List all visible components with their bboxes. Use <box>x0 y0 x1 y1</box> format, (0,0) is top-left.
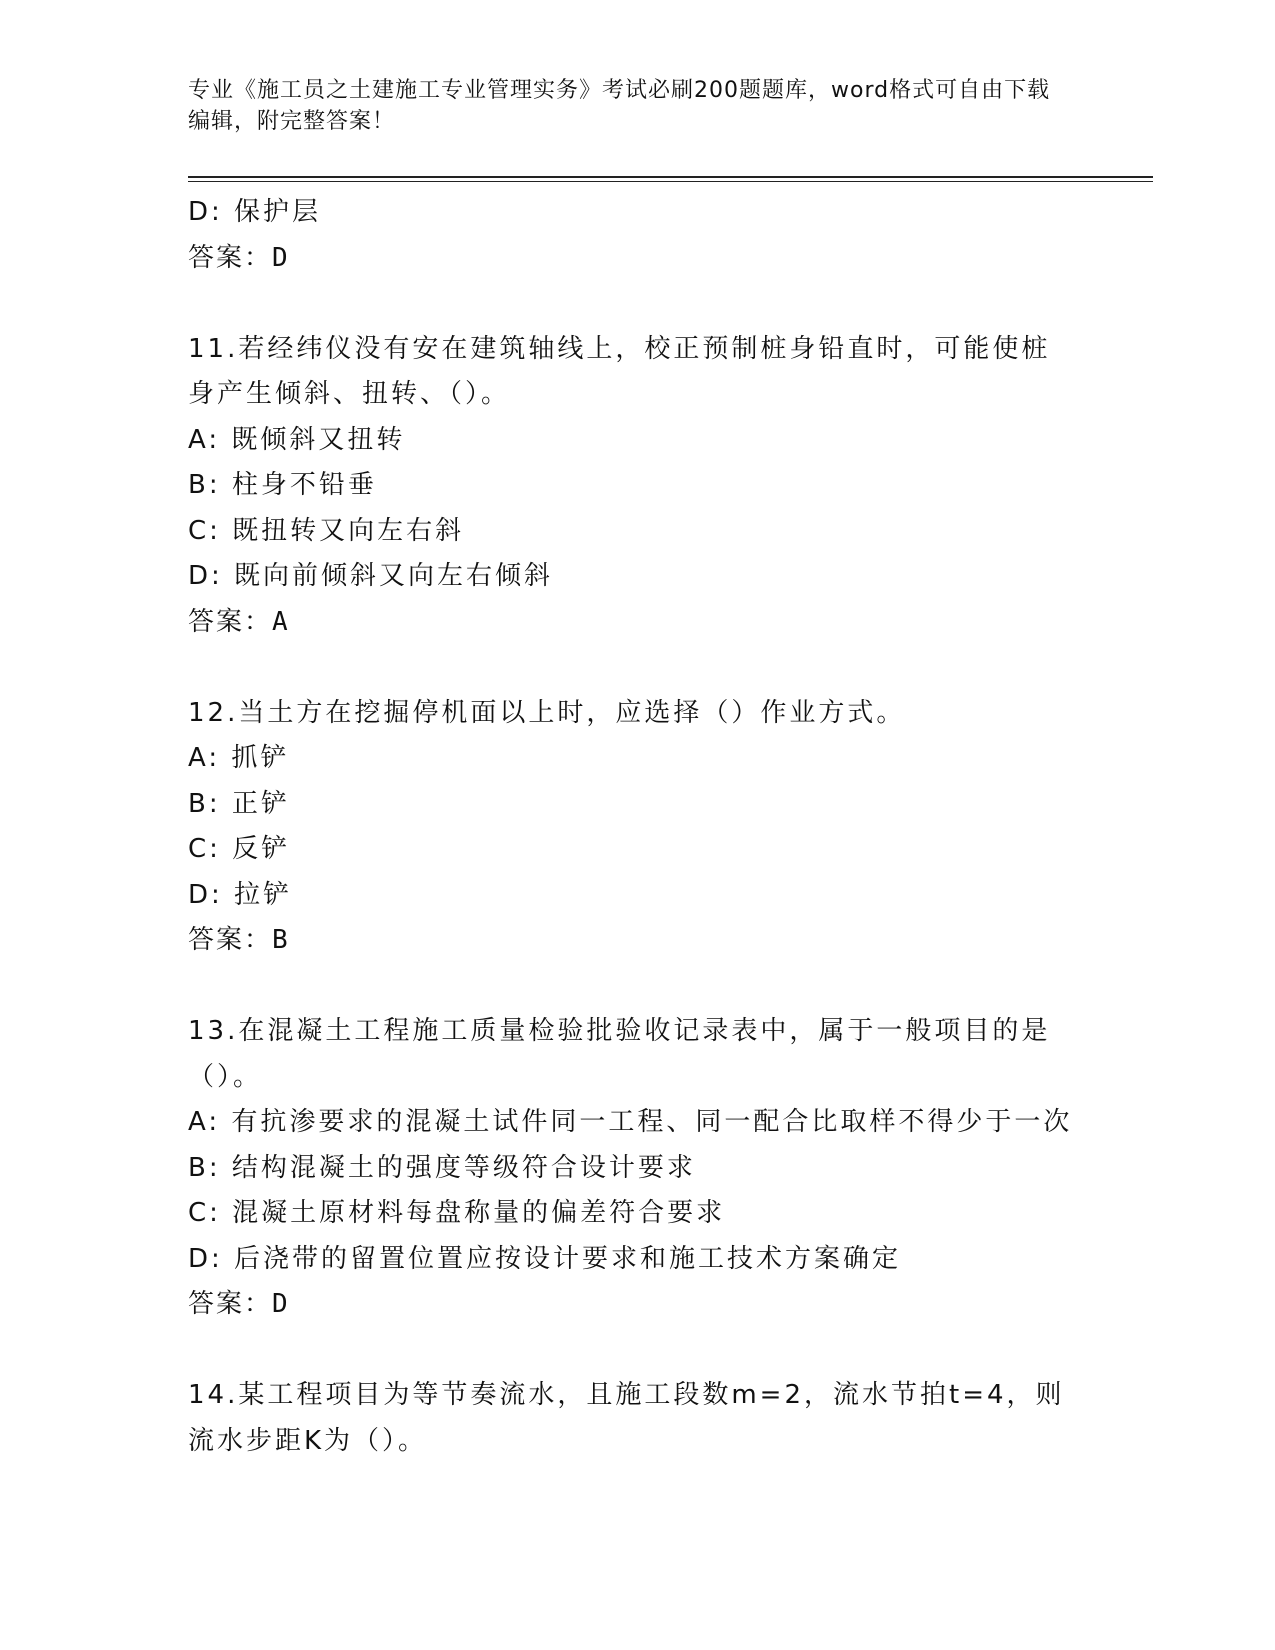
question-11-option-a: A: 既倾斜又扭转 <box>188 424 406 455</box>
question-12-answer <box>188 918 1068 964</box>
question-11-text: 11.若经纬仪没有安在建筑轴线上，校正预制桩身铅直时，可能使桩身产生倾斜、扭转、（）。 <box>188 333 1051 409</box>
answer-value: D <box>272 242 289 273</box>
question-content <box>188 190 1073 1464</box>
answer-label: 答案： <box>188 1289 273 1319</box>
question-11-option-c: C: 既扭转又向左右斜 <box>188 515 465 546</box>
answer-label: 答案： <box>188 242 273 273</box>
answer-value: B <box>272 925 289 955</box>
header-rule-thin <box>188 181 1153 182</box>
spacer <box>188 281 1068 327</box>
question-13-option-b: B: 结构混凝土的强度等级符合设计要求 <box>188 1152 696 1183</box>
document-header: 专业《施工员之土建施工专业管理实务》考试必刷200题题库，word格式可自由下载编辑，附完整答案！ <box>188 78 1051 134</box>
question-13-option-c: C: 混凝土原材料每盘称量的偏差符合要求 <box>188 1198 726 1228</box>
question-12-option-b: B: 正铲 <box>188 788 290 819</box>
question-11-option-d: D: 既向前倾斜又向左右倾斜 <box>188 561 554 591</box>
question-14-text: 14.某工程项目为等节奏流水，且施工段数m=2，流水节拍t=4，则流水步距K为（）。 <box>188 1380 1065 1456</box>
question-13-option-d: D: 后浇带的留置位置应按设计要求和施工技术方案确定 <box>188 1243 902 1274</box>
question-12-option-d: D: 拉铲 <box>188 879 293 910</box>
answer-label: 答案： <box>188 925 273 955</box>
answer-value: D <box>272 1289 289 1319</box>
answer-label: 答案： <box>188 606 273 637</box>
question-12-option-c: C: 反铲 <box>188 834 291 864</box>
question-13-text: 13.在混凝土工程施工质量检验批验收记录表中，属于一般项目的是（）。 <box>188 1016 1051 1092</box>
question-13-answer <box>188 1282 1068 1328</box>
spacer <box>188 645 1068 691</box>
spacer <box>188 964 1068 1010</box>
prev-option-d: D: 保护层 <box>188 197 322 227</box>
question-12-text: 12.当土方在挖掘停机面以上时，应选择（）作业方式。 <box>188 697 906 728</box>
question-13-option-a: A: 有抗渗要求的混凝土试件同一工程、同一配合比取样不得少于一次 <box>188 1107 1073 1137</box>
answer-value: A <box>272 606 289 637</box>
question-11-answer <box>188 600 1068 646</box>
question-12-option-a: A: 抓铲 <box>188 743 290 773</box>
question-11-option-b: B: 柱身不铅垂 <box>188 470 377 500</box>
header-rule-thick <box>188 176 1153 178</box>
prev-answer <box>188 236 1068 282</box>
spacer <box>188 1328 1068 1374</box>
